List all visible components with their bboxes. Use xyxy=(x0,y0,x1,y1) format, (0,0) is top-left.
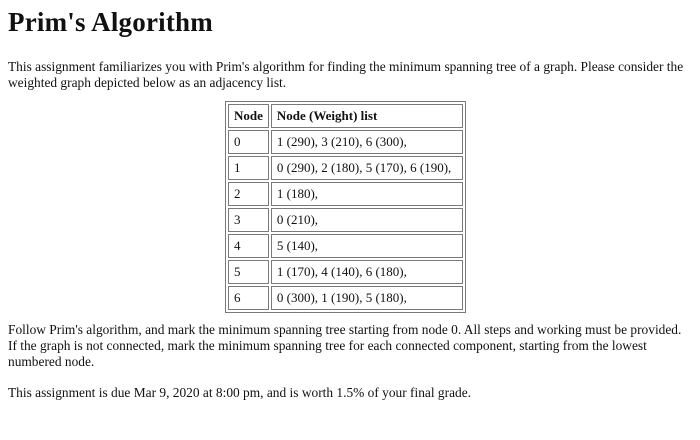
cell-node: 1 xyxy=(228,156,269,180)
cell-weight-list: 1 (180), xyxy=(271,182,463,206)
intro-paragraph: This assignment familiarizes you with Prim's algorithm for finding the minimum spanning tree of a graph. Please consider the weighted graph depicted below as an adjacency list. xyxy=(8,59,684,90)
table-row xyxy=(228,208,463,232)
cell-node: 2 xyxy=(228,182,269,206)
table-row xyxy=(228,182,463,206)
due-date-paragraph: This assignment is due Mar 9, 2020 at 8:00 pm, and is worth 1.5% of your final grade. xyxy=(8,385,472,400)
adjacency-list-table xyxy=(225,101,466,313)
cell-node: 5 xyxy=(228,260,269,284)
table-row xyxy=(228,156,463,180)
cell-weight-list: 0 (300), 1 (190), 5 (180), xyxy=(271,286,463,310)
cell-node: 3 xyxy=(228,208,269,232)
adjacency-list-table-container xyxy=(225,101,466,313)
cell-weight-list: 0 (290), 2 (180), 5 (170), 6 (190), xyxy=(271,156,463,180)
table-row xyxy=(228,130,463,154)
cell-node: 0 xyxy=(228,130,269,154)
page-title: Prim's Algorithm xyxy=(8,7,213,37)
table-header-row xyxy=(228,104,463,128)
cell-node: 4 xyxy=(228,234,269,258)
table-row xyxy=(228,234,463,258)
header-node-weight-list: Node (Weight) list xyxy=(271,104,463,128)
cell-weight-list: 1 (290), 3 (210), 6 (300), xyxy=(271,130,463,154)
table-row xyxy=(228,260,463,284)
cell-weight-list: 0 (210), xyxy=(271,208,463,232)
cell-weight-list: 1 (170), 4 (140), 6 (180), xyxy=(271,260,463,284)
header-node: Node xyxy=(228,104,269,128)
assignment-page xyxy=(8,0,692,91)
table-row xyxy=(228,286,463,310)
cell-node: 6 xyxy=(228,286,269,310)
instructions-paragraph: Follow Prim's algorithm, and mark the minimum spanning tree starting from node 0. All steps and working must be provided. If the graph is not connected, mark the minimum spanning tree for each connected component, starting from the lowest numbered node. xyxy=(8,322,682,369)
cell-weight-list: 5 (140), xyxy=(271,234,463,258)
